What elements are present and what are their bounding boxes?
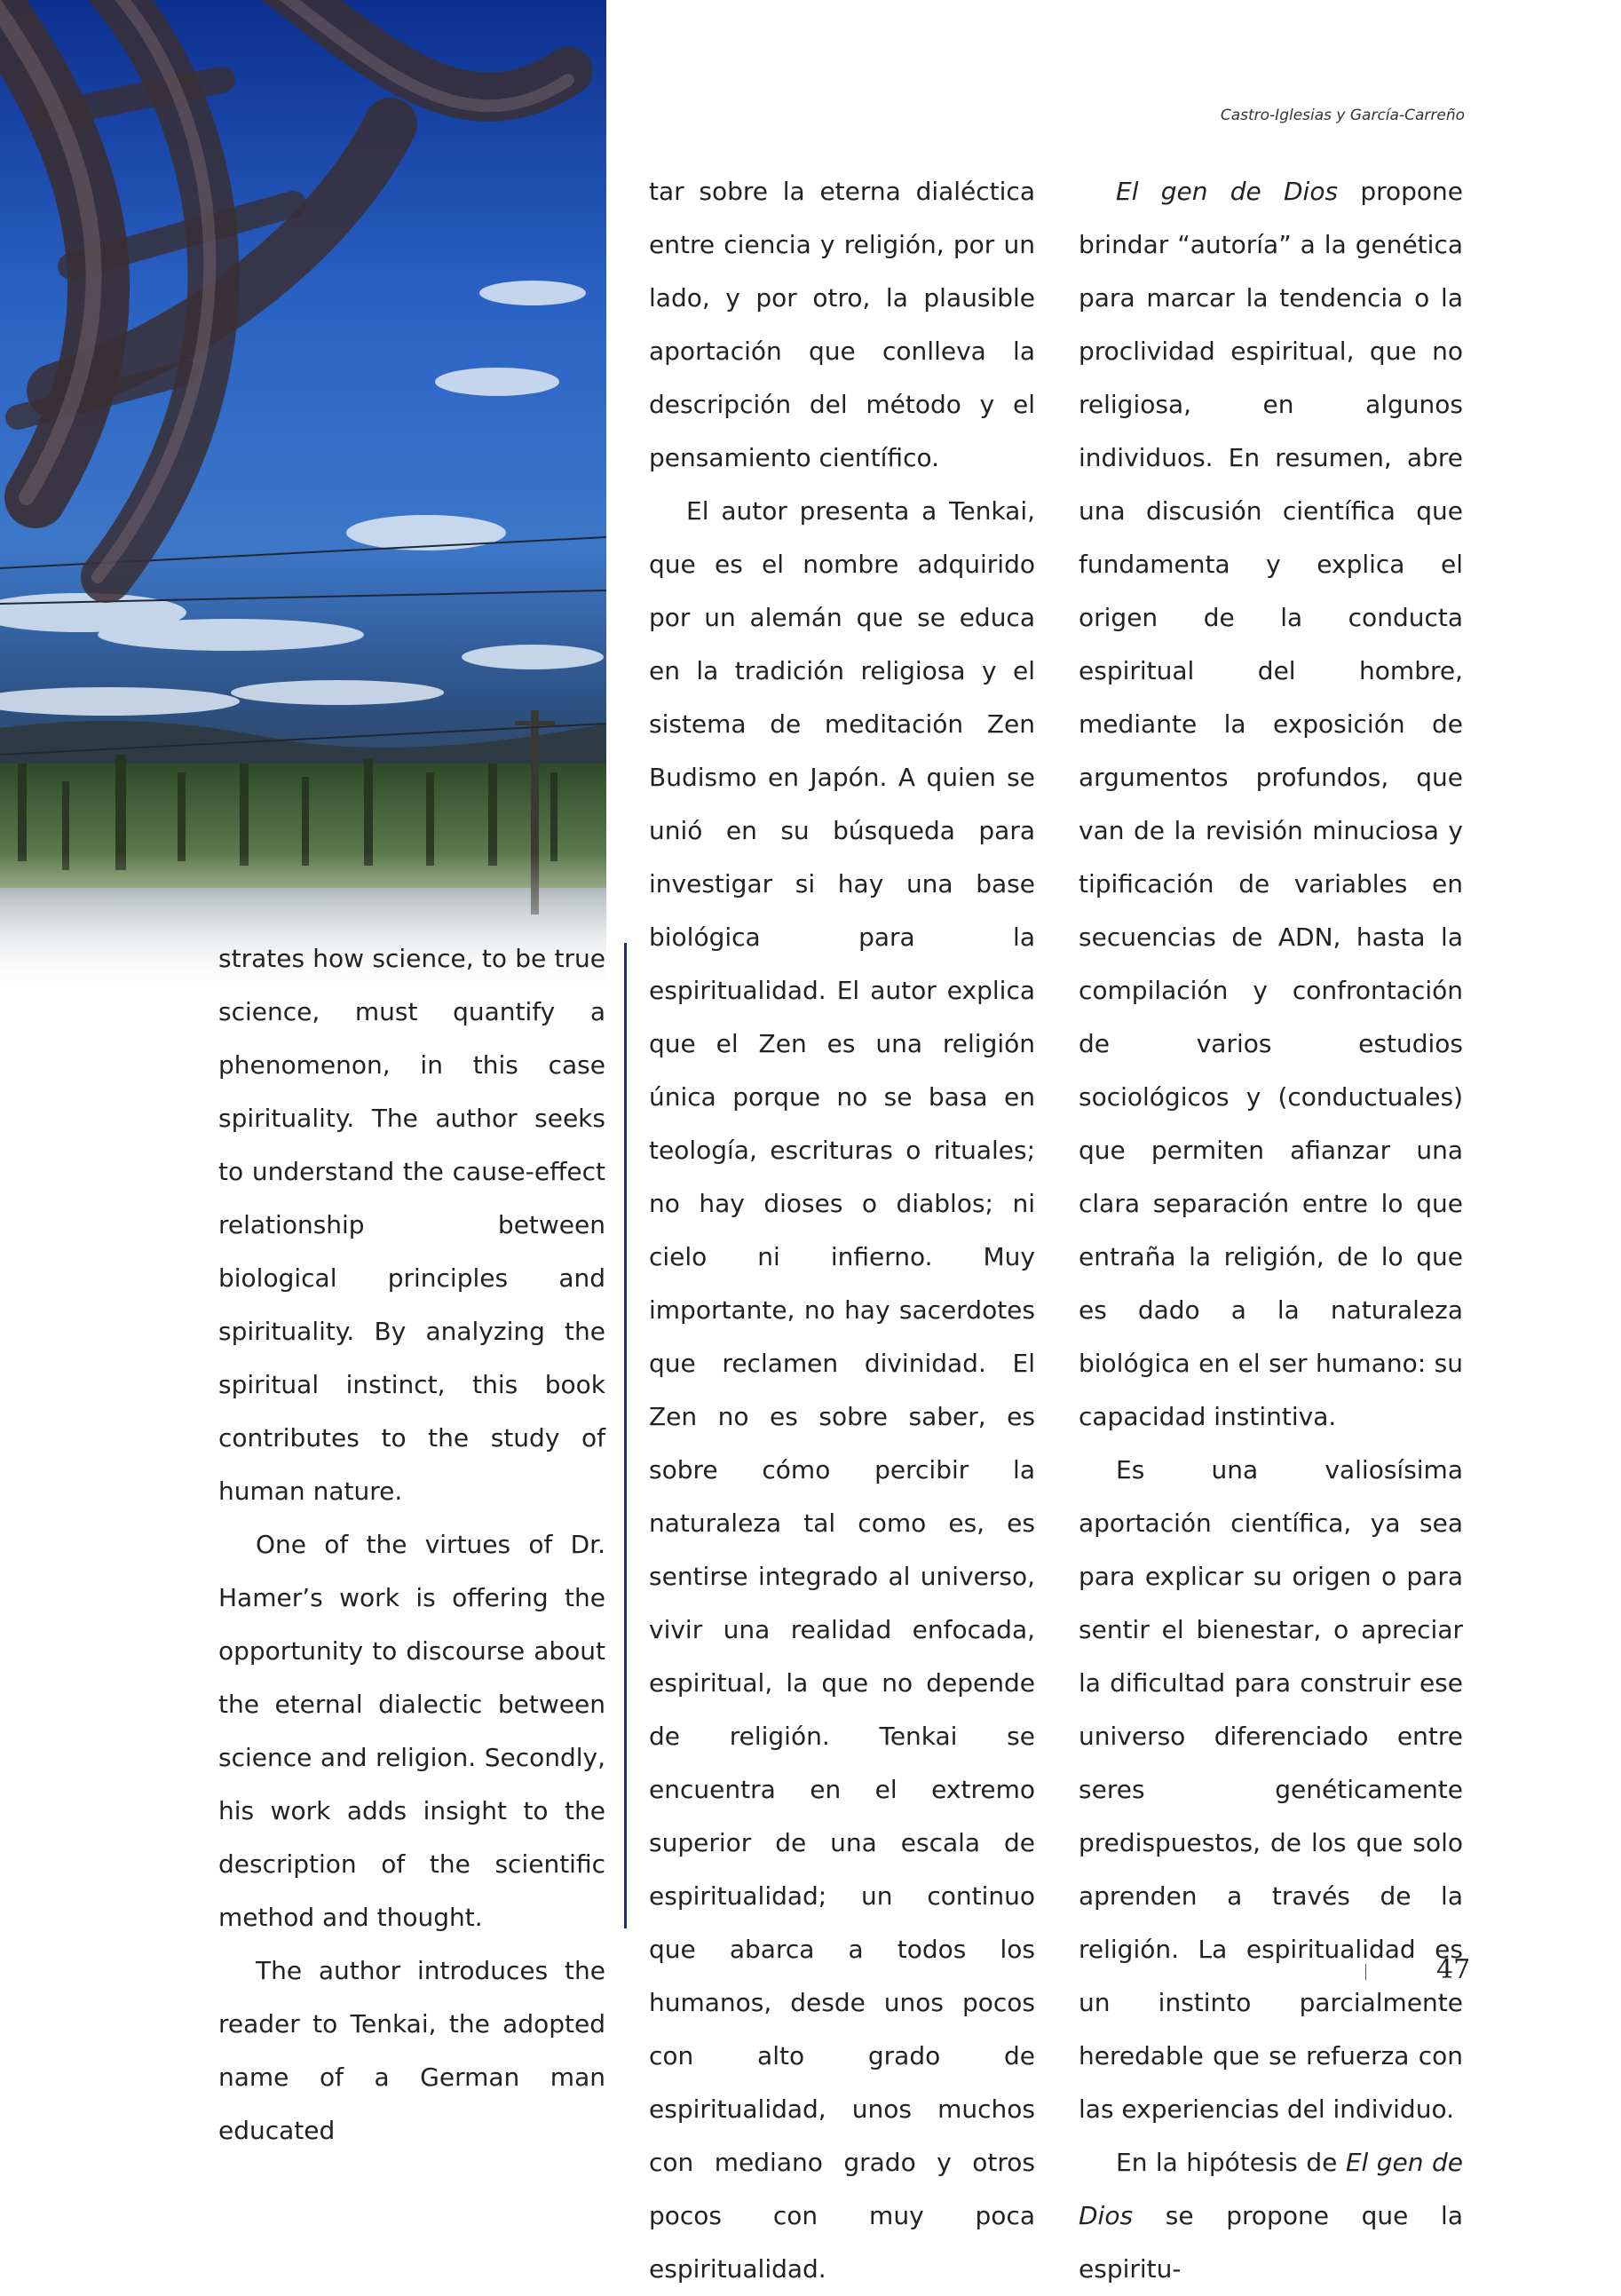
left-text-column — [218, 932, 605, 2157]
paragraph-text: se propone que la espiritu- — [1079, 2201, 1463, 2284]
paragraph: strates how science, to be true science, must quantify a phenomenon, in this case spirituality. The author seeks to understand the cause-effect relationship between biological principles and spirituality. By analyzing the spiritual instinct, this book contributes to the study of human nature. — [218, 944, 605, 1506]
running-header-authors: Castro-Iglesias y García-Carreño — [1220, 107, 1465, 124]
paragraph: The author introduces the reader to Tenkai, the adopted name of a German man educated — [218, 1956, 605, 2145]
page-number: 47 — [1436, 1954, 1471, 1985]
book-title: El gen de Dios — [1116, 177, 1339, 206]
paragraph — [1079, 165, 1463, 1444]
dna-landscape-photo — [0, 0, 606, 994]
footer-separator — [1365, 1964, 1366, 1980]
book-title: El gen de Dios — [1079, 2148, 1463, 2230]
paragraph-text: En la hipótesis de — [1116, 2148, 1346, 2177]
paragraph: Es una valiosísima aportación científica, ya sea para explicar su origen o para sentir el bienestar, o apreciar la dificultad para construir ese universo diferenciado entre seres genéticamente predispuestos, de los que solo aprenden a través de la religión. La espiritualidad es un instinto parcialmente heredable que se refuerza con las experiencias del individuo. — [1079, 1455, 1463, 2124]
paragraph: tar sobre la eterna dialéctica entre ciencia y religión, por un lado, y por otro, la plausible aportación que conlleva la descripción del método y el pensamiento científico. — [649, 177, 1035, 472]
paragraph-text: propone brindar “autoría” a la genética para marcar la tendencia o la proclividad espiritual, que no religiosa, en algunos individuos. En resumen, abre una discusión científica que fundamenta y explica el origen de la conducta espiritual del hombre, mediante la exposición de argumentos profundos, que van de la revisión minuciosa y tipificación de variables en secuencias de ADN, hasta la compilación y confrontación de varios estudios sociológicos y (conductuales) que permiten afianzar una clara separación entre lo que entraña la religión, de lo que es dado a la naturaleza biológica en el ser humano: su capacidad instintiva. — [1079, 177, 1463, 1431]
right-text-column — [1079, 165, 1463, 2296]
paragraph — [1079, 2136, 1463, 2296]
column-divider-rule — [624, 943, 627, 1928]
middle-text-column — [649, 165, 1035, 2296]
paragraph: El autor presenta a Tenkai, que es el nombre adquirido por un alemán que se educa en la tradición religiosa y el sistema de meditación Zen Budismo en Japón. A quien se unió en su búsqueda para investigar si hay una base biológica para la espiritualidad. El autor explica que el Zen es una religión única porque no se basa en teología, escrituras o rituales; no hay dioses o diablos; ni cielo ni infierno. Muy importante, no hay sacerdotes que reclamen divinidad. El Zen no es sobre saber, es sobre cómo percibir la naturaleza tal como es, es sentirse integrado al universo, vivir una realidad enfocada, espiritual, la que no depende de religión. Tenkai se encuentra en el extremo superior de una escala de espiritualidad; un continuo que abarca a todos los humanos, desde unos pocos con alto grado de espiritualidad, unos muchos con mediano grado y otros pocos con muy poca espiritualidad. — [649, 496, 1035, 2284]
paragraph: One of the virtues of Dr. Hamer’s work is offering the opportunity to discourse about the eternal dialectic between science and religion. Secondly, his work adds insight to the description of the scientific method and thought. — [218, 1530, 605, 1932]
